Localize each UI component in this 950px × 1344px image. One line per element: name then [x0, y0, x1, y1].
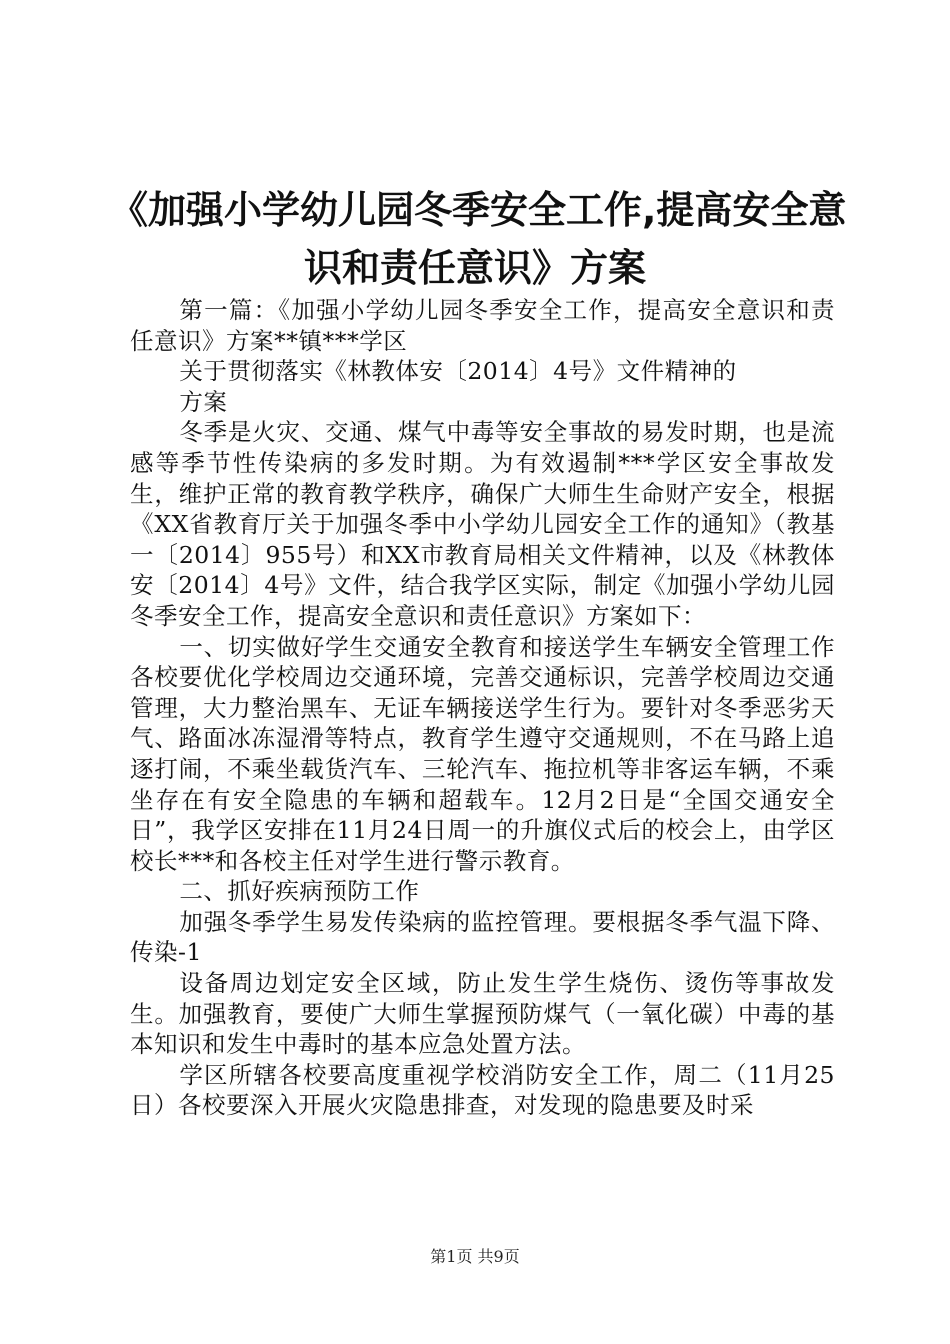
paragraph-subtitle: 关于贯彻落实《林教体安〔2014〕4号》文件精神的 [179, 357, 737, 386]
page-number-footer: 第1页 共9页 [430, 1247, 520, 1266]
paragraph-safety-zone: 设备周边划定安全区域，防止发生学生烧伤、烫伤等事故发生。加强教育，要使广大师生掌握预防煤气（一氧化碳）中毒的基本知识和发生中毒时的基本应急处置方法。 [130, 969, 835, 1059]
document-body [130, 295, 835, 1121]
paragraph-section-1: 一、切实做好学生交通安全教育和接送学生车辆安全管理工作各校要优化学校周边交通环境，完善交通标识，完善学校周边交通管理，大力整治黑车、无证车辆接送学生行为。要针对冬季恶劣天气、路面冰冻湿滑等特点，教育学生遵守交通规则，不在马路上追逐打闹，不乘坐载货汽车、三轮汽车、拖拉机等非客运车辆，不乘坐存在有安全隐患的车辆和超载车。12月2日是“全国交通安全日”，我学区安排在11月24日周一的升旗仪式后的校会上，由学区校长***和各校主任对学生进行警示教育。 [130, 632, 835, 875]
paragraph-fire-safety: 学区所辖各校要高度重视学校消防安全工作，周二（11月25日）各校要深入开展火灾隐患排查，对发现的隐患要及时采 [130, 1060, 835, 1120]
paragraph-section-2-heading: 二、抓好疾病预防工作 [179, 877, 420, 906]
paragraph-disease-prevention: 加强冬季学生易发传染病的监控管理。要根据冬季气温下降、传染-1 [130, 907, 835, 967]
paragraph-subtitle-2: 方案 [179, 387, 228, 416]
document-title-line-2: 识和责任意识》方案 [303, 246, 646, 290]
paragraph-intro: 冬季是火灾、交通、煤气中毒等安全事故的易发时期，也是流感等季节性传染病的多发时期。为有效遏制***学区安全事故发生，维护正常的教育教学秩序，确保广大师生生命财产安全，根据《XX省教育厅关于加强冬季中小学幼儿园安全工作的通知》（教基一〔2014〕955号）和XX市教育局相关文件精神，以及《林教体安〔2014〕4号》文件，结合我学区实际，制定《加强小学幼儿园冬季安全工作，提高安全意识和责任意识》方案如下： [130, 418, 835, 630]
document-title-line-1: 《加强小学幼儿园冬季安全工作,提高安全意 [110, 188, 847, 232]
paragraph-chapter-heading: 第一篇：《加强小学幼儿园冬季安全工作，提高安全意识和责任意识》方案**镇***学区 [130, 296, 835, 355]
